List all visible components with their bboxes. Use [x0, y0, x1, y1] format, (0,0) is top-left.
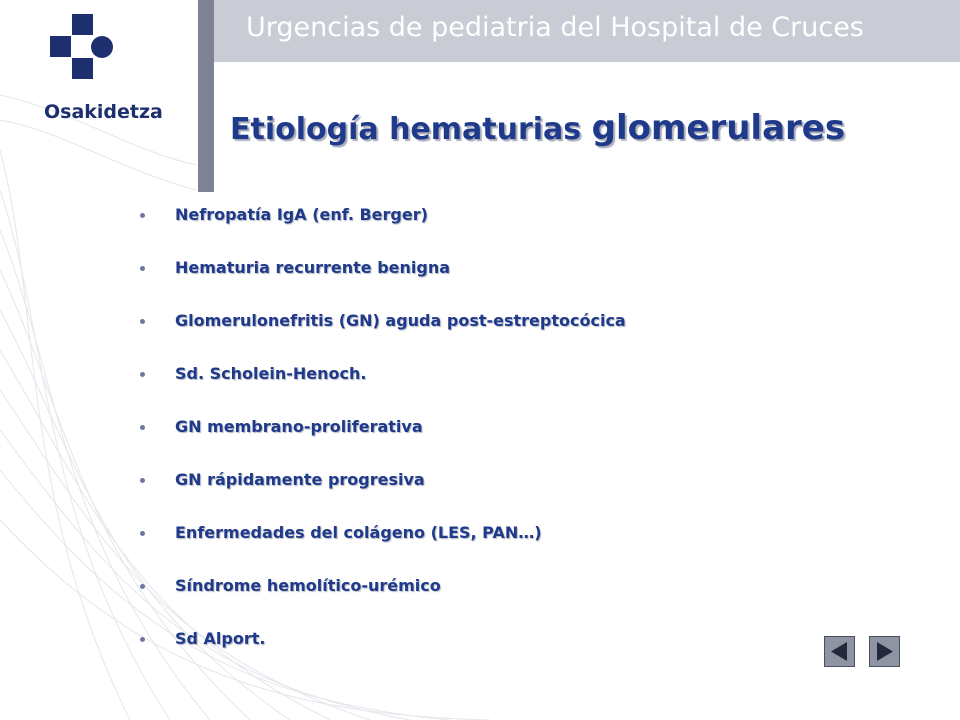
list-item — [140, 521, 626, 574]
slide-title — [230, 108, 845, 148]
bullet-dot-icon — [140, 319, 145, 324]
triangle-right-icon — [870, 637, 899, 666]
bullet-dot-icon — [140, 531, 145, 536]
list-item-text: Nefropatía IgA (enf. Berger) — [175, 205, 428, 224]
vertical-accent-bar — [198, 0, 214, 192]
slide-title-part1: Etiología hematurias — [230, 112, 592, 147]
prev-slide-button[interactable] — [824, 636, 855, 667]
list-item — [140, 203, 626, 256]
slide-title-part2: glomerulares — [591, 108, 846, 148]
bullet-dot-icon — [140, 478, 145, 483]
bullet-dot-icon — [140, 213, 145, 218]
list-item — [140, 574, 626, 627]
list-item-text: Sd. Scholein-Henoch. — [175, 364, 367, 383]
list-item-text: Enfermedades del colágeno (LES, PAN…) — [175, 523, 542, 542]
bullet-dot-icon — [140, 584, 145, 589]
list-item-text: GN membrano-proliferativa — [175, 417, 423, 436]
osakidetza-cross-icon — [50, 14, 114, 80]
bullet-list — [140, 203, 626, 680]
list-item — [140, 468, 626, 521]
list-item-text: Hematuria recurrente benigna — [175, 258, 451, 277]
bullet-dot-icon — [140, 372, 145, 377]
header-title: Urgencias de pediatria del Hospital de Cruces — [246, 12, 864, 43]
bullet-dot-icon — [140, 637, 145, 642]
bullet-dot-icon — [140, 425, 145, 430]
list-item-text: GN rápidamente progresiva — [175, 470, 425, 489]
list-item — [140, 415, 626, 468]
list-item — [140, 309, 626, 362]
list-item-text: Sd Alport. — [175, 629, 266, 648]
list-item-text: Glomerulonefritis (GN) aguda post-estreptocócica — [175, 311, 626, 330]
next-slide-button[interactable] — [869, 636, 900, 667]
list-item — [140, 256, 626, 309]
list-item — [140, 362, 626, 415]
logo-text: Osakidetza — [44, 101, 163, 123]
list-item-text: Síndrome hemolítico-urémico — [175, 576, 441, 595]
list-item — [140, 627, 626, 680]
bullet-dot-icon — [140, 266, 145, 271]
triangle-left-icon — [825, 637, 854, 666]
